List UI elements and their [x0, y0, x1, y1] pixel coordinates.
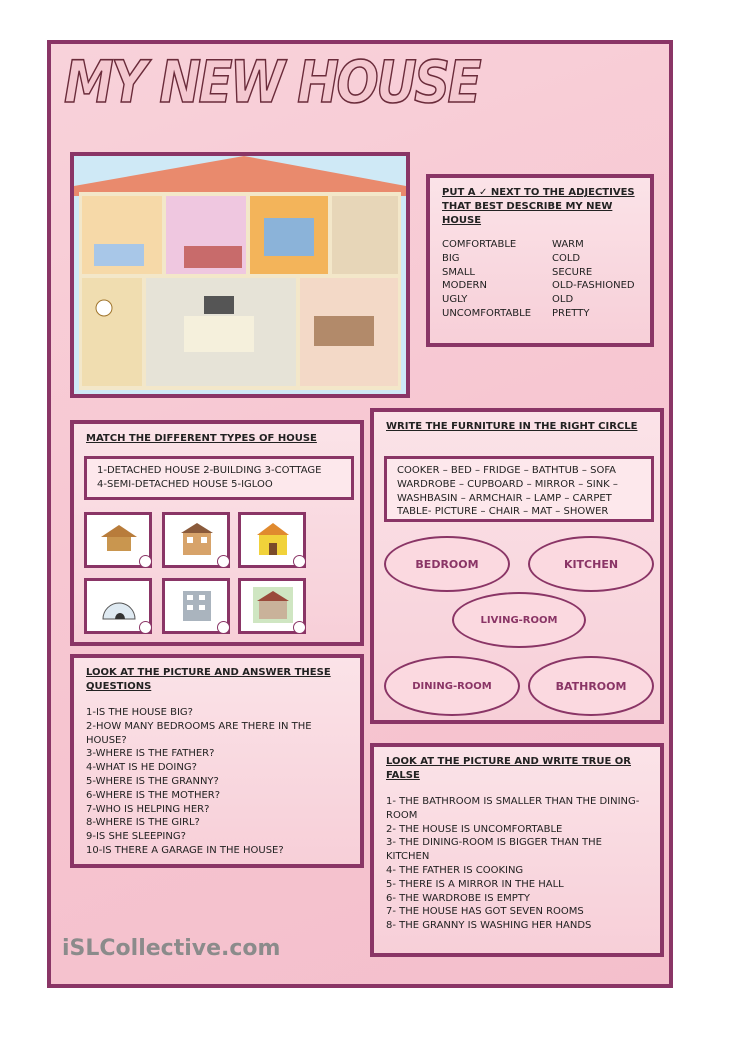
answer-circle[interactable]: [293, 621, 306, 634]
adjective-option[interactable]: PRETTY: [552, 307, 590, 319]
page-title: MY NEW HOUSE: [64, 48, 480, 116]
house-types-line: 4-SEMI-DETACHED HOUSE 5-IGLOO: [97, 478, 273, 490]
question-item: 7-WHO IS HELPING HER?: [86, 803, 210, 815]
adjective-option[interactable]: COLD: [552, 252, 581, 264]
answer-circle[interactable]: [139, 555, 152, 568]
furniture-line: COOKER – BED – FRIDGE – BATHTUB – SOFA: [397, 465, 617, 476]
question-item: 8-WHERE IS THE GIRL?: [86, 817, 200, 829]
question-item: 3-WHERE IS THE FATHER?: [86, 748, 215, 760]
question-item: 5-WHERE IS THE GRANNY?: [86, 775, 219, 787]
statement-item: 3- THE DINING-ROOM IS BIGGER THAN THE KITCHEN: [386, 837, 602, 863]
house-illustration: [70, 152, 410, 398]
furniture-line: WARDROBE – CUPBOARD – MIRROR – SINK –: [397, 478, 618, 490]
house-types-list: [84, 456, 354, 500]
adjective-option[interactable]: SECURE: [552, 266, 593, 278]
kitchen-circle[interactable]: KITCHEN: [528, 536, 654, 592]
statement-item: 1- THE BATHROOM IS SMALLER THAN THE DINING-ROOM: [386, 796, 640, 821]
match-heading: MATCH THE DIFFERENT TYPES OF HOUSE: [86, 433, 317, 444]
answer-circle[interactable]: [217, 555, 230, 568]
answer-circle[interactable]: [139, 621, 152, 634]
house-picture-cottage[interactable]: [84, 512, 152, 568]
house-picture-house[interactable]: [238, 512, 306, 568]
statement-item: 2- THE HOUSE IS UNCOMFORTABLE: [386, 823, 563, 835]
question-item: 1-IS THE HOUSE BIG?: [86, 707, 193, 718]
answer-circle[interactable]: [217, 621, 230, 634]
question-item: 9-IS SHE SLEEPING?: [86, 831, 186, 843]
adjective-option[interactable]: MODERN: [442, 280, 487, 292]
bathroom-circle[interactable]: BATHROOM: [528, 656, 654, 716]
statement-item: 6- THE WARDROBE IS EMPTY: [386, 892, 530, 904]
adjective-option[interactable]: SMALL: [442, 266, 475, 278]
house-picture-semi-detached[interactable]: [238, 578, 306, 634]
questions-section: [70, 654, 364, 868]
site-watermark: iSLCollective.com: [62, 936, 281, 961]
adjectives-section: [426, 174, 654, 347]
statement-item: 4- THE FATHER IS COOKING: [386, 864, 524, 876]
adjectives-heading: PUT A ✓ NEXT TO THE ADJECTIVES THAT BEST DESCRIBE MY NEW HOUSE: [442, 187, 635, 226]
living-room-circle[interactable]: LIVING-ROOM: [452, 592, 586, 648]
question-item: 6-WHERE IS THE MOTHER?: [86, 789, 221, 801]
house-picture-building[interactable]: [162, 578, 230, 634]
adjective-option[interactable]: UNCOMFORTABLE: [442, 307, 532, 319]
statement-item: 8- THE GRANNY IS WASHING HER HANDS: [386, 920, 592, 932]
house-picture-detached[interactable]: [162, 512, 230, 568]
adjective-option[interactable]: BIG: [442, 252, 460, 264]
adjective-option[interactable]: OLD: [552, 294, 574, 306]
adjective-option[interactable]: WARM: [552, 239, 584, 250]
true-false-section: [370, 743, 664, 957]
furniture-heading: WRITE THE FURNITURE IN THE RIGHT CIRCLE: [386, 421, 638, 432]
question-item: 2-HOW MANY BEDROOMS ARE THERE IN THE HOUSE?: [86, 720, 312, 746]
question-item: 10-IS THERE A GARAGE IN THE HOUSE?: [86, 844, 284, 856]
answer-circle[interactable]: [293, 555, 306, 568]
match-section: [70, 420, 364, 646]
adjective-option[interactable]: OLD-FASHIONED: [552, 280, 635, 292]
statement-item: 7- THE HOUSE HAS GOT SEVEN ROOMS: [386, 906, 584, 918]
furniture-section: [370, 408, 664, 724]
bedroom-circle[interactable]: BEDROOM: [384, 536, 510, 592]
question-item: 4-WHAT IS HE DOING?: [86, 762, 197, 774]
furniture-line: TABLE- PICTURE – CHAIR – MAT – SHOWER: [397, 506, 609, 518]
house-picture-igloo[interactable]: [84, 578, 152, 634]
house-cutaway-image: [74, 156, 406, 394]
adjective-option[interactable]: UGLY: [442, 294, 468, 306]
house-types-line: 1-DETACHED HOUSE 2-BUILDING 3-COTTAGE: [97, 465, 322, 476]
true-false-heading: LOOK AT THE PICTURE AND WRITE TRUE OR FALSE: [386, 756, 631, 781]
statement-item: 5- THERE IS A MIRROR IN THE HALL: [386, 878, 564, 890]
dining-room-circle[interactable]: DINING-ROOM: [384, 656, 520, 716]
questions-heading: LOOK AT THE PICTURE AND ANSWER THESE QUESTIONS: [86, 667, 331, 692]
furniture-word-list: [384, 456, 654, 522]
adjective-option[interactable]: COMFORTABLE: [442, 239, 517, 250]
furniture-line: WASHBASIN – ARMCHAIR – LAMP – CARPET: [397, 492, 612, 504]
